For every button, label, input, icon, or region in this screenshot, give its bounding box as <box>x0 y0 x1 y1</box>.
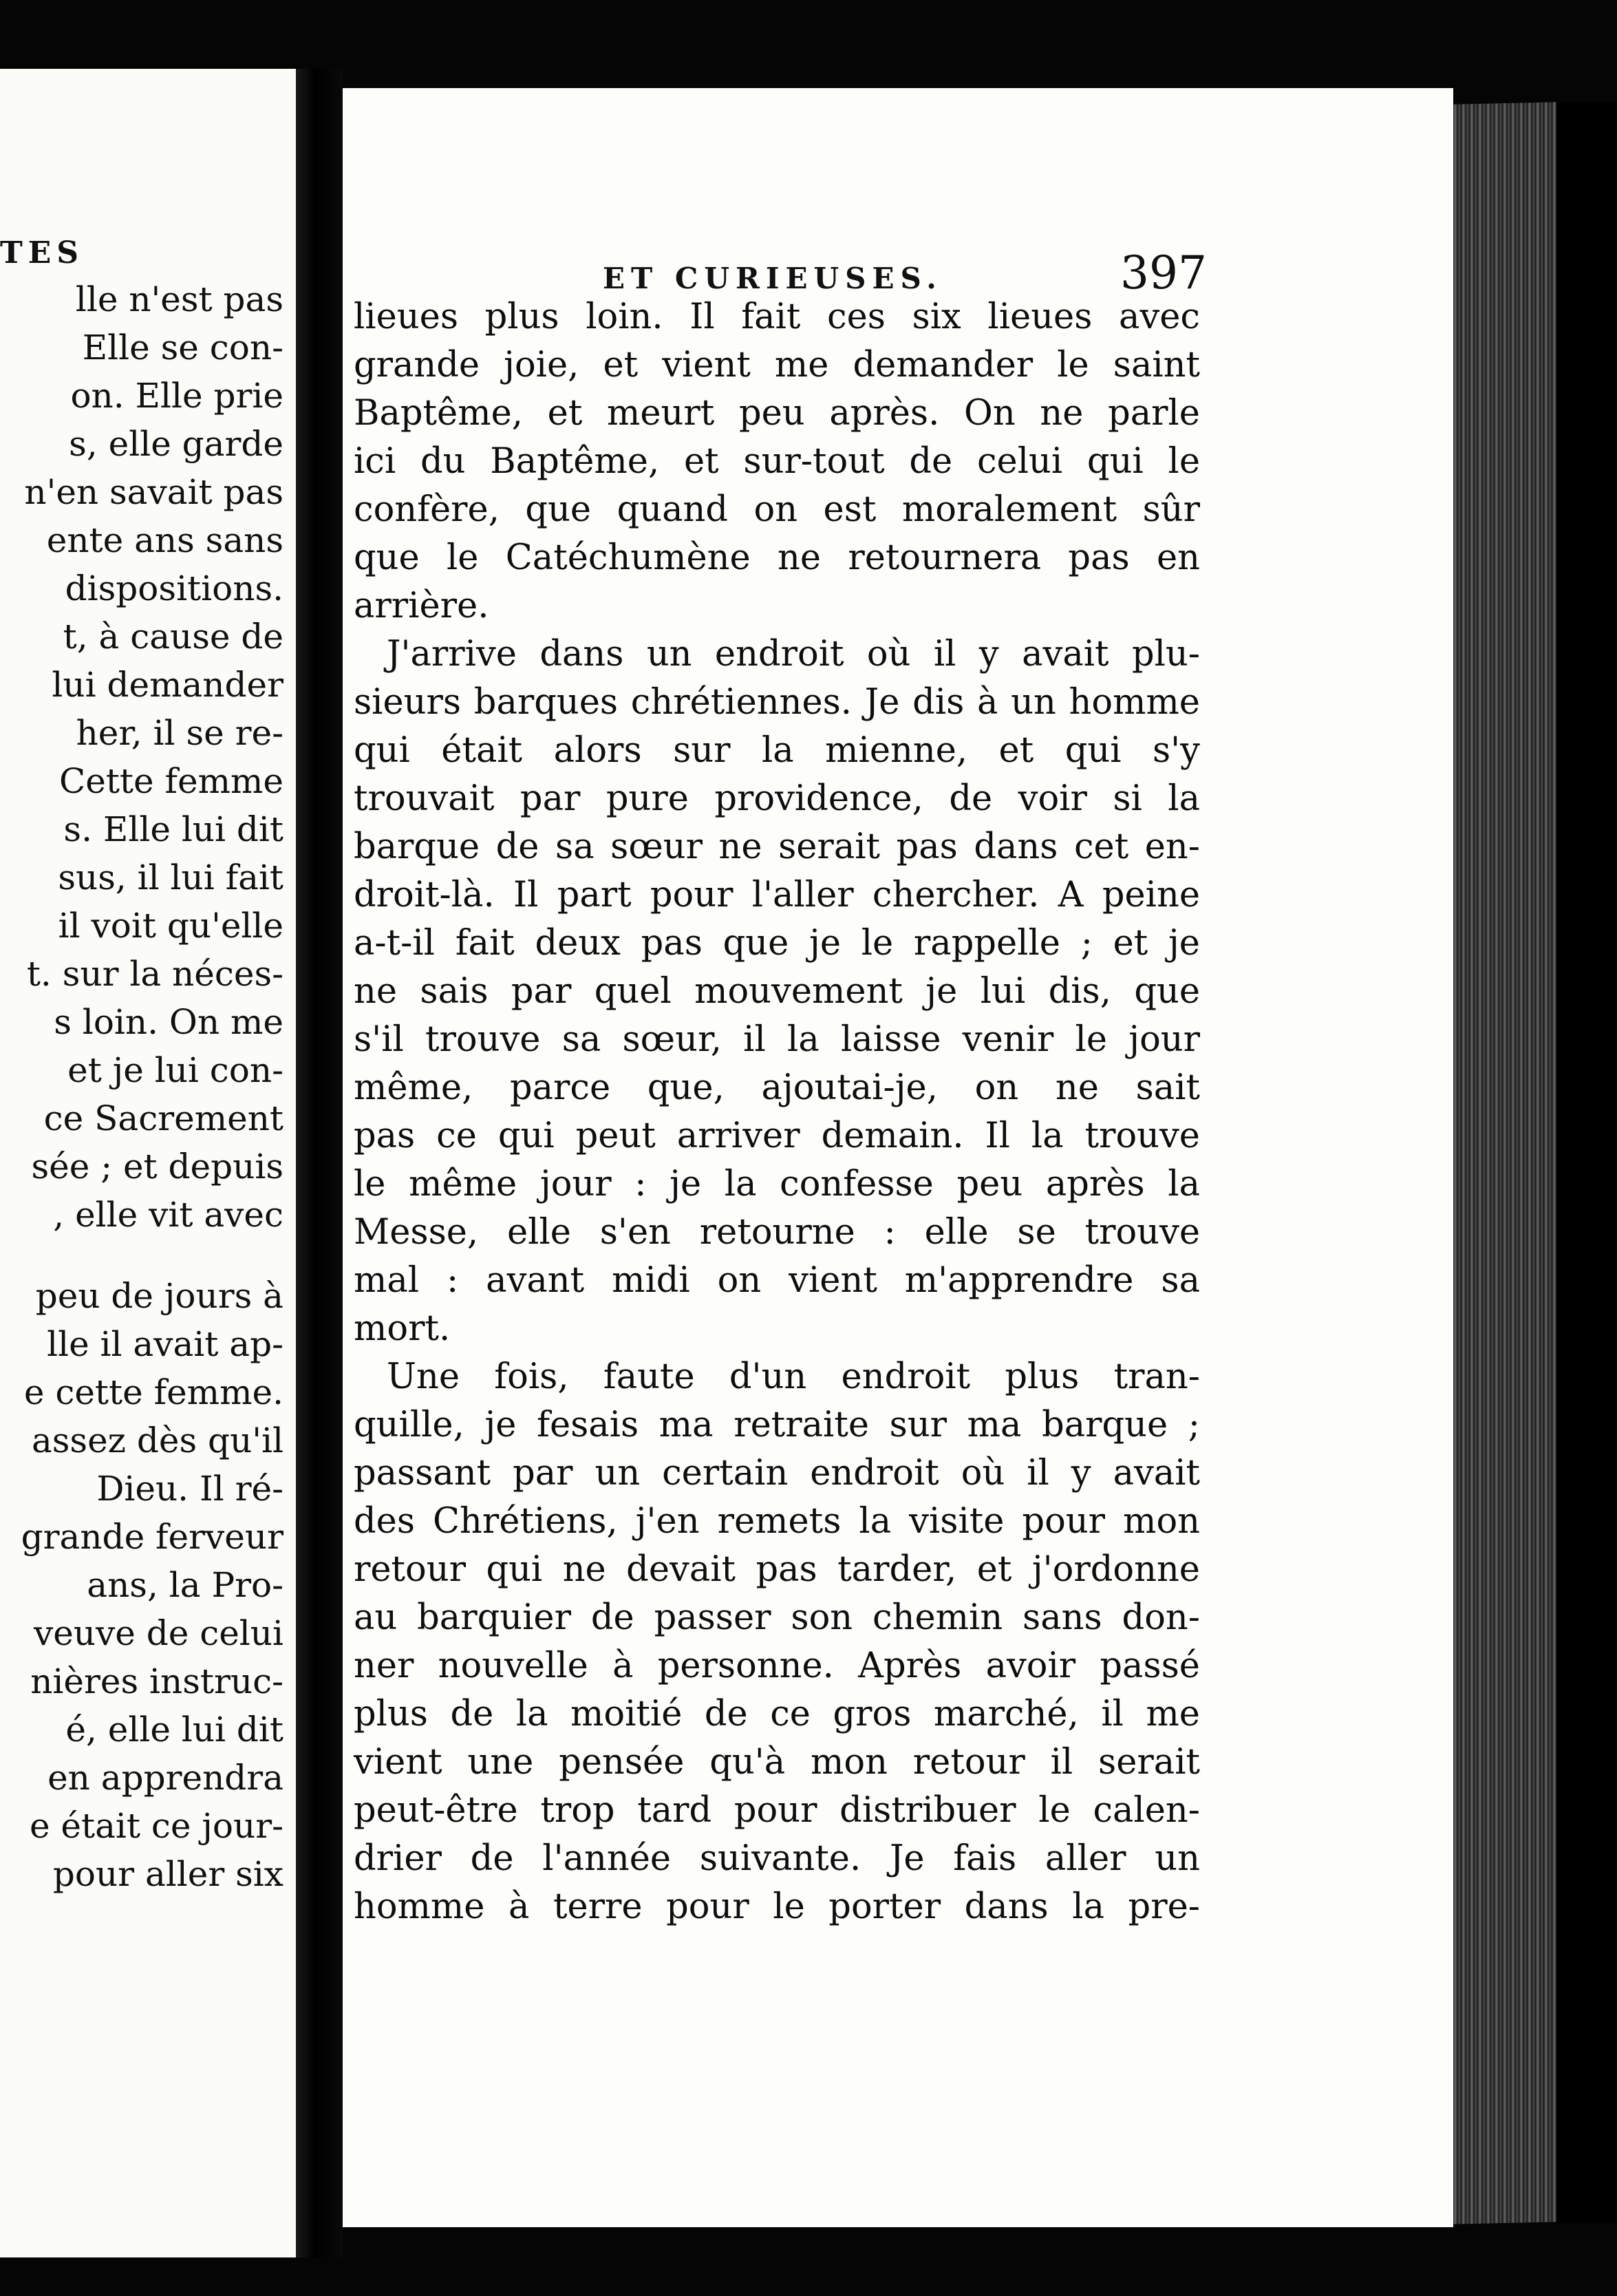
left-text-line: s, elle garde <box>69 424 283 464</box>
left-text-line: on. Elle prie <box>70 376 283 416</box>
paragraph <box>354 293 1200 630</box>
text-line: trouvait par pure providence, de voir si la <box>354 778 1200 819</box>
text-line: Baptême, et meurt peu après. On ne parle <box>354 393 1200 434</box>
left-page-text <box>21 275 283 1898</box>
text-line: le même jour : je la confesse peu après la <box>354 1164 1200 1204</box>
left-text-line: s. Elle lui dit <box>63 809 283 849</box>
left-text-line: assez dès qu'il <box>31 1421 283 1460</box>
text-line: ne sais par quel mouvement je lui dis, que <box>354 971 1200 1012</box>
text-line: confère, que quand on est moralement sûr <box>354 489 1200 530</box>
left-text-line: Elle se con- <box>82 328 283 368</box>
left-text-line: grande ferveur <box>21 1517 283 1557</box>
edge-shadow <box>1556 103 1617 2223</box>
left-text-line: e était ce jour- <box>29 1806 283 1846</box>
text-line: Une fois, faute d'un endroit plus tran- <box>387 1357 1200 1397</box>
left-text-line: Dieu. Il ré- <box>96 1469 283 1509</box>
paragraph <box>354 630 1200 1353</box>
left-text-line: peu de jours à <box>35 1276 283 1316</box>
text-line: Messe, elle s'en retourne : elle se trouve <box>354 1212 1200 1253</box>
text-line: grande joie, et vient me demander le saint <box>354 345 1200 385</box>
page-number: 397 <box>1120 246 1207 299</box>
text-line: quille, je fesais ma retraite sur ma barque ; <box>354 1405 1200 1445</box>
text-line: même, parce que, ajoutai-je, on ne sait <box>354 1067 1200 1108</box>
text-line: homme à terre pour le porter dans la pre- <box>354 1886 1200 1927</box>
text-line: des Chrétiens, j'en remets la visite pour mon <box>354 1501 1200 1542</box>
left-text-line: veuve de celui <box>33 1613 283 1653</box>
left-text-line: t, à cause de <box>63 617 283 657</box>
running-title: ET CURIEUSES. <box>603 262 943 295</box>
text-line: plus de la moitié de ce gros marché, il me <box>354 1694 1200 1734</box>
paragraph <box>354 1353 1200 1931</box>
left-text-line: dispositions. <box>65 568 283 608</box>
left-text-line: sus, il lui fait <box>58 858 283 897</box>
text-line: mal : avant midi on vient m'apprendre sa <box>354 1260 1200 1301</box>
left-text-line: , elle vit avec <box>53 1195 283 1235</box>
book-fore-edge <box>1453 102 1556 2224</box>
left-text-line: il voit qu'elle <box>58 906 283 946</box>
left-text-line: é, elle lui dit <box>65 1710 283 1750</box>
text-line: mort. <box>354 1308 451 1349</box>
left-text-line: lui demander <box>52 665 283 705</box>
text-line: s'il trouve sa sœur, il la laisse venir le jour <box>354 1019 1200 1060</box>
text-line: qui était alors sur la mienne, et qui s'y <box>354 730 1200 771</box>
left-text-line: n'en savait pas <box>24 472 283 512</box>
text-line: droit-là. Il part pour l'aller chercher. A peine <box>354 875 1200 915</box>
left-text-line: t. sur la néces- <box>26 954 283 994</box>
text-line: drier de l'année suivante. Je fais aller un <box>354 1838 1200 1879</box>
text-line: ner nouvelle à personne. Après avoir passé <box>354 1646 1200 1686</box>
left-text-line: lle il avait ap- <box>47 1324 283 1364</box>
text-line: que le Catéchumène ne retournera pas en <box>354 538 1200 578</box>
text-line: passant par un certain endroit où il y avait <box>354 1453 1200 1494</box>
text-line: lieues plus loin. Il fait ces six lieues avec <box>354 297 1200 337</box>
text-line: a-t-il fait deux pas que je le rappelle ; et je <box>354 923 1200 964</box>
left-text-line: Cette femme <box>58 761 283 801</box>
text-line: barque de sa sœur ne serait pas dans cet en- <box>354 827 1200 867</box>
left-text-line: sée ; et depuis <box>31 1147 283 1187</box>
text-line: pas ce qui peut arriver demain. Il la trouve <box>354 1116 1200 1156</box>
page-body-text <box>354 293 1200 1931</box>
text-line: sieurs barques chrétiennes. Je dis à un homme <box>354 682 1200 723</box>
text-line: vient une pensée qu'à mon retour il serait <box>354 1742 1200 1783</box>
left-text-line: ce Sacrement <box>43 1098 283 1138</box>
text-line: arrière. <box>354 586 489 626</box>
text-line: retour qui ne devait pas tarder, et j'ordonne <box>354 1549 1200 1590</box>
left-text-line: ente ans sans <box>46 520 283 560</box>
left-text-line: nières instruc- <box>30 1661 283 1701</box>
right-page <box>343 88 1453 2227</box>
left-text-line: lle n'est pas <box>75 279 283 319</box>
left-text-line: pour aller six <box>52 1854 283 1894</box>
left-text-line: en apprendra <box>47 1758 283 1798</box>
text-line: peut-être trop tard pour distribuer le calen- <box>354 1790 1200 1831</box>
left-text-line: ans, la Pro- <box>87 1565 283 1605</box>
text-line: ici du Baptême, et sur-tout de celui qui le <box>354 441 1200 482</box>
book-gutter <box>296 69 343 2257</box>
left-text-line: s loin. On me <box>54 1002 283 1042</box>
left-text-line: e cette femme. <box>23 1372 283 1412</box>
text-line: J'arrive dans un endroit où il y avait plu- <box>387 634 1200 674</box>
left-text-line: et je lui con- <box>67 1050 283 1090</box>
left-running-head: TES <box>0 235 85 270</box>
left-text-line: her, il se re- <box>76 713 283 753</box>
left-page <box>0 69 296 2257</box>
text-line: au barquier de passer son chemin sans don- <box>354 1597 1200 1638</box>
